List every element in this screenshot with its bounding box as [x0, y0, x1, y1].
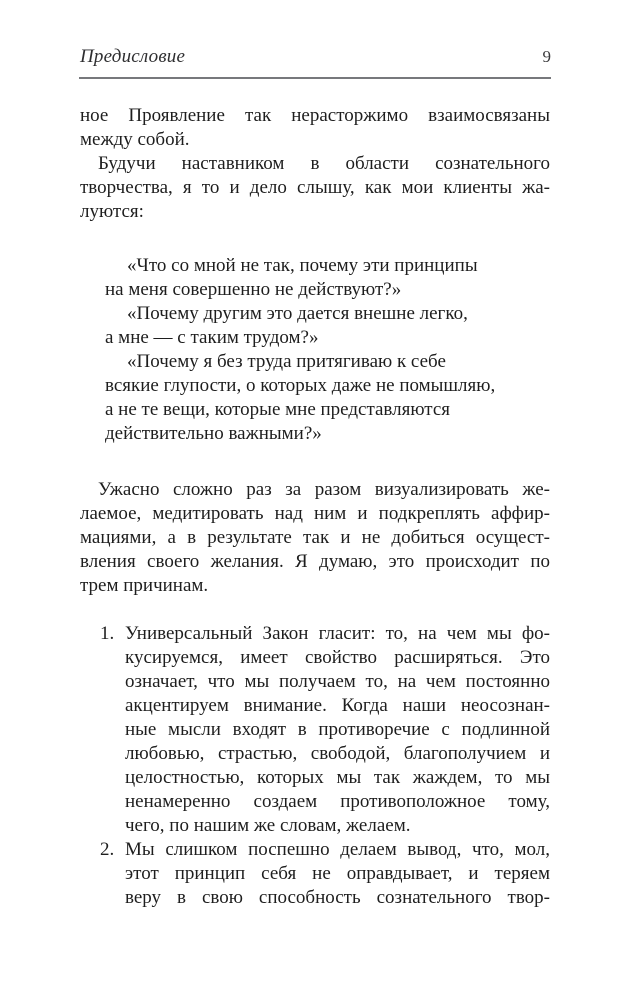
text-line: всякие глупости, о которых даже не помышляю, [105, 375, 496, 396]
list-item-number: 1. [100, 623, 115, 644]
text-line: луются: [80, 201, 144, 222]
quote-block [105, 254, 550, 446]
running-title: Предисловие [80, 46, 186, 67]
page-number: 9 [542, 47, 551, 66]
text-line: Мы слишком поспешно делаем вывод, что, мол, [125, 839, 550, 860]
text-line: ные мысли входят в противоречие с подлинной [125, 719, 550, 740]
list-item-text [125, 622, 550, 838]
text-line: а мне — с таким трудом?» [105, 327, 319, 348]
text-line: между собой. [80, 129, 190, 150]
paragraph-1 [80, 104, 550, 152]
paragraph-3 [80, 478, 550, 598]
text-line: целостностью, которых мы так жаждем, то мы [125, 767, 550, 788]
text-line: творчества, я то и дело слышу, как мои клиенты жа- [80, 177, 550, 198]
text-line: любовью, страстью, свободой, благополучием и [125, 743, 550, 764]
text-line: мациями, а в результате так и не добиться осущест- [80, 527, 550, 548]
text-line: на меня совершенно не действуют?» [105, 279, 402, 300]
list-item [80, 622, 550, 838]
text-line: кусируемся, имеет свойство расширяться. Это [125, 647, 550, 668]
text-line: действительно важными?» [105, 423, 322, 444]
text-line: Будучи наставником в области сознательного [98, 153, 550, 174]
paragraph-2 [80, 152, 550, 224]
page-body [80, 104, 550, 910]
list-item-text [125, 838, 550, 910]
text-line: этот принцип себя не оправдывает, и теряем [125, 863, 550, 884]
text-line: Универсальный Закон гласит: то, на чем мы фо- [125, 623, 550, 644]
text-line: «Что со мной не так, почему эти принципы [127, 255, 478, 276]
running-header [80, 46, 551, 68]
text-line: трем причинам. [80, 575, 209, 596]
text-line: акцентируем внимание. Когда наши неосознан- [125, 695, 550, 716]
text-line: «Почему я без труда притягиваю к себе [127, 351, 446, 372]
list-item-number: 2. [100, 839, 115, 860]
list-item [80, 838, 550, 910]
header-rule [79, 77, 551, 79]
numbered-list [80, 622, 550, 910]
text-line: чего, по нашим же словам, желаем. [125, 815, 411, 836]
text-line: лаемое, медитировать над ним и подкреплять аффир- [80, 503, 550, 524]
text-line: означает, что мы получаем то, на чем постоянно [125, 671, 550, 692]
text-line: ненамеренно создаем противоположное тому, [125, 791, 550, 812]
text-line: веру в свою способность сознательного твор- [125, 887, 550, 908]
text-line: вления своего желания. Я думаю, это происходит по [80, 551, 550, 572]
text-line: «Почему другим это дается внешне легко, [127, 303, 468, 324]
text-line: а не те вещи, которые мне представляются [105, 399, 451, 420]
text-line: Ужасно сложно раз за разом визуализировать же- [98, 479, 550, 500]
text-line: ное Проявление так нерасторжимо взаимосвязаны [80, 105, 550, 126]
